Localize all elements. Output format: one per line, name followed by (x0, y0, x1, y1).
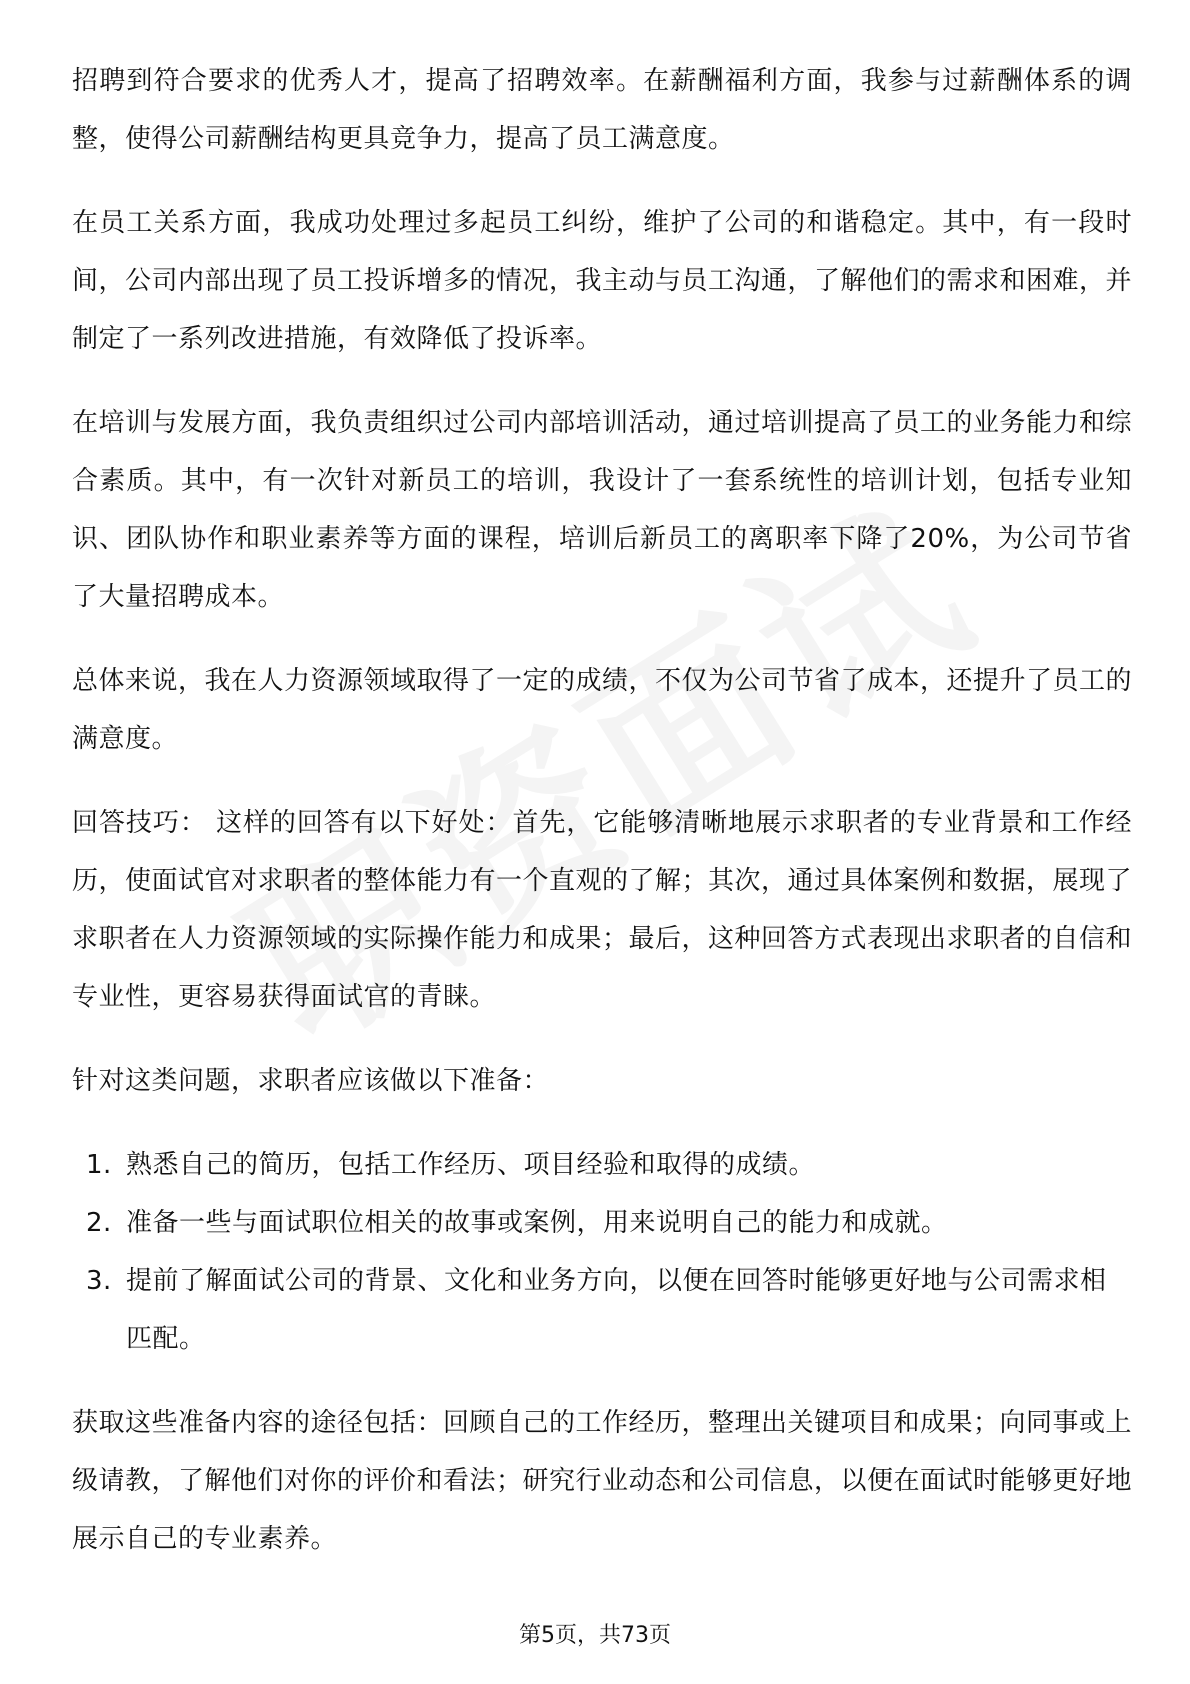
list-item-text: 准备一些与面试职位相关的故事或案例，用来说明自己的能力和成就。 (126, 1208, 948, 1238)
list-item-text: 熟悉自己的简历，包括工作经历、项目经验和取得的成绩。 (126, 1150, 816, 1180)
page-number-footer: 第5页，共73页 (519, 1623, 671, 1648)
paragraph-recruitment-compensation: 招聘到符合要求的优秀人才，提高了招聘效率。在薪酬福利方面，我参与过薪酬体系的调整，使得公司薪酬结构更具竞争力，提高了员工满意度。 (72, 66, 1132, 154)
list-item (72, 1194, 1132, 1252)
list-item-number: 3. (86, 1266, 112, 1296)
paragraph-preparation-intro: 针对这类问题，求职者应该做以下准备： (72, 1066, 550, 1096)
paragraph-employee-relations: 在员工关系方面，我成功处理过多起员工纠纷，维护了公司的和谐稳定。其中，有一段时间，公司内部出现了员工投诉增多的情况，我主动与员工沟通，了解他们的需求和困难，并制定了一系列改进措施，有效降低了投诉率。 (72, 208, 1133, 354)
document-body (72, 52, 1132, 1594)
list-item (72, 1136, 1132, 1194)
paragraph-summary: 总体来说，我在人力资源领域取得了一定的成绩，不仅为公司节省了成本，还提升了员工的满意度。 (72, 666, 1133, 754)
list-item-number: 1. (86, 1150, 112, 1180)
list-item-text: 提前了解面试公司的背景、文化和业务方向，以便在回答时能够更好地与公司需求相匹配。 (126, 1266, 1107, 1354)
paragraph-closing: 获取这些准备内容的途径包括：回顾自己的工作经历，整理出关键项目和成果；向同事或上级请教，了解他们对你的评价和看法；研究行业动态和公司信息，以便在面试时能够更好地展示自己的专业素养。 (72, 1408, 1133, 1554)
paragraph-answer-tips: 回答技巧： 这样的回答有以下好处：首先，它能够清晰地展示求职者的专业背景和工作经历，使面试官对求职者的整体能力有一个直观的了解；其次，通过具体案例和数据，展现了求职者在人力资源领域的实际操作能力和成果；最后，这种回答方式表现出求职者的自信和专业性，更容易获得面试官的青睐。 (72, 808, 1133, 1012)
paragraph-training-development: 在培训与发展方面，我负责组织过公司内部培训活动，通过培训提高了员工的业务能力和综合素质。其中，有一次针对新员工的培训，我设计了一套系统性的培训计划，包括专业知识、团队协作和职业素养等方面的课程，培训后新员工的离职率下降了20%，为公司节省了大量招聘成本。 (72, 408, 1133, 612)
list-item (72, 1252, 1132, 1368)
list-item-number: 2. (86, 1208, 112, 1238)
preparation-list (72, 1136, 1132, 1368)
